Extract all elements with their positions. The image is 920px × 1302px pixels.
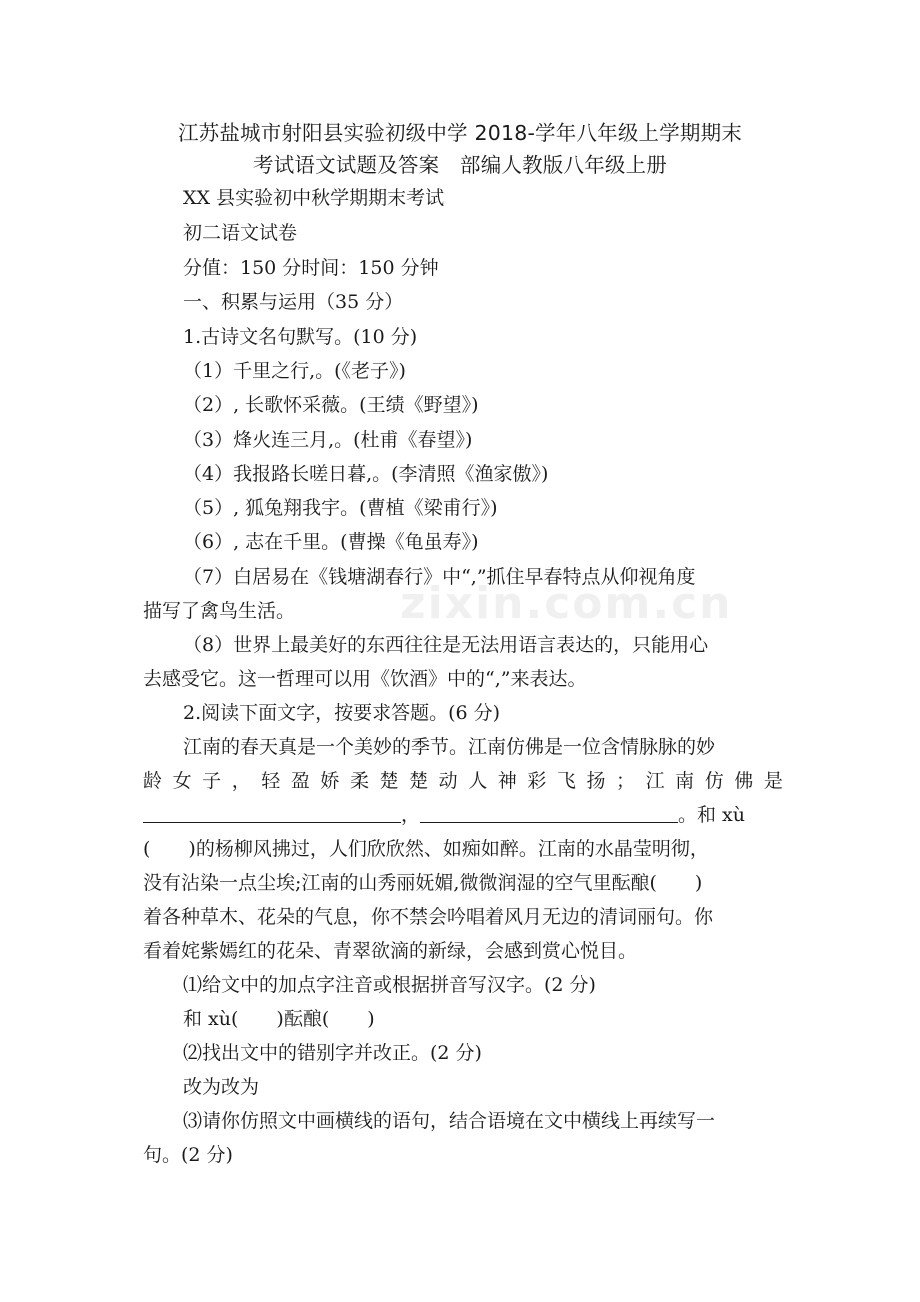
passage-char: 南	[675, 770, 695, 792]
passage-char: 轻	[261, 770, 281, 792]
passage-line-end: 。和 xù	[678, 804, 746, 826]
passage-char: 扬	[586, 770, 606, 792]
site-watermark: zixin.com.cn	[400, 578, 733, 629]
passage-char: 神	[497, 770, 517, 792]
sub-question-3-cont: 句。(2 分)	[143, 1144, 233, 1166]
document-title-line-2: 考试语文试题及答案 部编人教版八年级上册	[253, 153, 667, 177]
passage-char: 女	[172, 770, 192, 792]
answer-blank[interactable]	[143, 804, 401, 823]
passage-char: 楚	[409, 770, 429, 792]
question-1-item: （6）, 志在千里。(曹操《龟虽寿》)	[183, 531, 479, 553]
question-1-item-7-cont: 描写了禽鸟生活。	[143, 600, 296, 622]
passage-fill-line	[143, 801, 745, 829]
document-title-line-1: 江苏盐城市射阳县实验初级中学 2018-学年八年级上学期期末	[177, 121, 743, 145]
sub-question-1: ⑴给文中的加点字注音或根据拼音写汉字。(2 分)	[183, 974, 596, 996]
passage-line: 没有沾染一点尘埃;江南的山秀丽妩媚,微微润湿的空气里酝酿( )	[143, 872, 703, 894]
question-1-item-7: （7）白居易在《钱塘湖春行》中“,”抓住早春特点从仰视角度	[183, 566, 696, 588]
passage-char: 动	[438, 770, 458, 792]
question-1-item: （2）, 长歌怀采薇。(王绩《野望》)	[183, 394, 479, 416]
passage-char: 佛	[734, 770, 754, 792]
passage-char: 彩	[527, 770, 547, 792]
sub-question-2-answer: 改为改为	[183, 1076, 260, 1098]
sub-question-2: ⑵找出文中的错别字并改正。(2 分)	[183, 1042, 482, 1064]
question-1-item: （5）, 狐兔翔我宇。(曹植《梁甫行》)	[183, 497, 498, 519]
passage-char: 飞	[556, 770, 576, 792]
passage-char: 是	[763, 770, 783, 792]
question-1-item: （1）千里之行,。(《老子》)	[183, 360, 406, 382]
passage-char: 龄	[143, 770, 163, 792]
answer-blank[interactable]	[420, 804, 678, 823]
section-heading: 一、积累与运用（35 分）	[183, 291, 404, 313]
paper-name: 初二语文试卷	[183, 222, 298, 244]
passage-char: 江	[645, 770, 665, 792]
sub-question-3: ⑶请你仿照文中画横线的语句，结合语境在文中横线上再续写一	[183, 1110, 716, 1132]
passage-char: ，	[231, 770, 251, 792]
passage-char: 仿	[704, 770, 724, 792]
passage-char: 盈	[290, 770, 310, 792]
passage-char: 子	[202, 770, 222, 792]
score-and-time: 分值：150 分时间：150 分钟	[183, 257, 439, 279]
passage-line: 江南的春天真是一个美妙的季节。江南仿佛是一位含情脉脉的妙	[183, 736, 716, 758]
question-1-item-8-cont: 去感受它。这一哲理可以用《饮酒》中的“,”来表达。	[143, 668, 587, 690]
question-2-heading: 2.阅读下面文字，按要求答题。(6 分)	[183, 702, 501, 724]
passage-char: 柔	[349, 770, 369, 792]
exam-name: XX 县实验初中秋学期期末考试	[183, 187, 445, 209]
passage-line-justified	[143, 767, 783, 795]
passage-char: ；	[616, 770, 636, 792]
passage-line: 着各种草木、花朵的气息，你不禁会吟唱着风月无边的清词丽句。你	[143, 906, 714, 928]
sub-question-1-answer: 和 xù( )酝酿( )	[183, 1008, 375, 1030]
passage-line: 看着姹紫嫣红的花朵、青翠欲滴的新绿，会感到赏心悦目。	[143, 940, 638, 962]
passage-char: 人	[468, 770, 488, 792]
question-1-item-8: （8）世界上最美好的东西往往是无法用语言表达的，只能用心	[183, 634, 709, 656]
question-1-item: （3）烽火连三月,。(杜甫《春望》)	[183, 429, 473, 451]
passage-char: 娇	[320, 770, 340, 792]
question-1-item: （4）我报路长嗟日暮,。(李清照《渔家傲》)	[183, 463, 549, 485]
passage-char: 楚	[379, 770, 399, 792]
question-1-heading: 1.古诗文名句默写。(10 分)	[183, 326, 418, 348]
passage-line: ( )的杨柳风拂过，人们欣欣然、如痴如醉。江南的水晶莹明彻，	[143, 838, 709, 860]
blank-separator: ，	[401, 804, 421, 826]
